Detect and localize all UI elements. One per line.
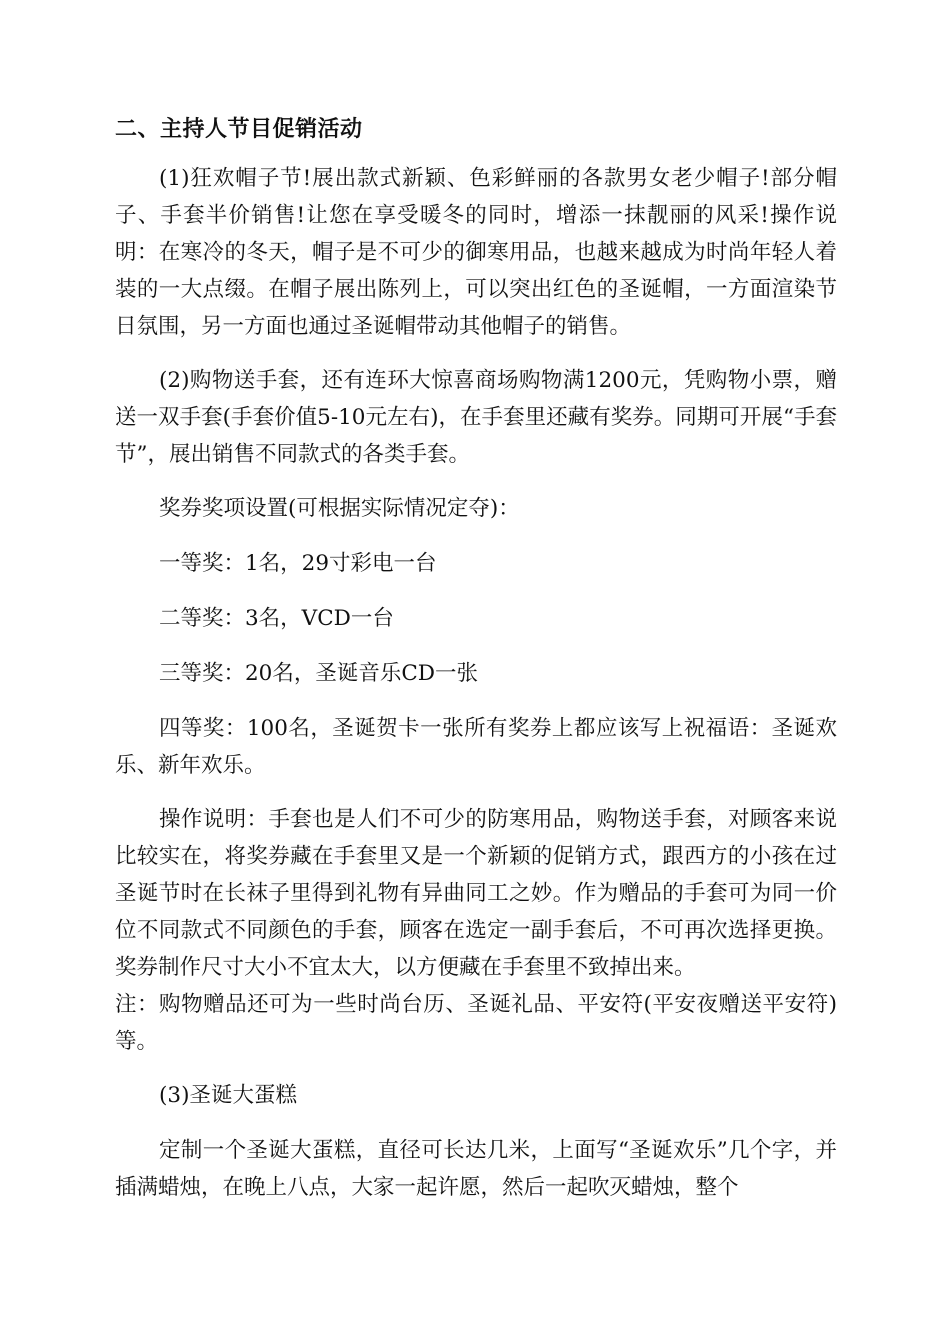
paragraph-first-prize: 一等奖：1名，29寸彩电一台	[159, 551, 437, 576]
paragraph-second-prize: 二等奖：3名，VCD一台	[159, 606, 394, 631]
document-body	[115, 112, 837, 1223]
paragraph-hat-festival: (1)狂欢帽子节!展出款式新颖、色彩鲜丽的各款男女老少帽子!部分帽子、手套半价销售!让您在享受暖冬的同时，增添一抹靓丽的风采!操作说明：在寒冷的冬天，帽子是不可少的御寒用品，也越来越成为时尚年轻人着装的一大点缀。在帽子展出陈列上，可以突出红色的圣诞帽，一方面渲染节日氛围，另一方面也通过圣诞帽带动其他帽子的销售。	[115, 166, 837, 339]
paragraph-cake-title: (3)圣诞大蛋糕	[159, 1083, 297, 1108]
paragraph-glove-operation: 操作说明：手套也是人们不可少的防寒用品，购物送手套，对顾客来说比较实在，将奖券藏在手套里又是一个新颖的促销方式，跟西方的小孩在过圣诞节时在长袜子里得到礼物有异曲同工之妙。作为赠品的手套可为同一价位不同款式不同颜色的手套，顾客在选定一副手套后，不可再次选择更换。奖券制作尺寸大小不宜太大，以方便藏在手套里不致掉出来。	[115, 807, 837, 980]
paragraph-cake-description: 定制一个圣诞大蛋糕，直径可长达几米，上面写“圣诞欢乐”几个字，并插满蜡烛，在晚上八点，大家一起许愿，然后一起吹灭蜡烛，整个	[115, 1138, 837, 1200]
paragraph-prize-settings: 奖券奖项设置(可根据实际情况定夺)：	[159, 496, 520, 521]
section-heading: 二、主持人节目促销活动	[115, 117, 363, 142]
paragraph-fourth-prize: 四等奖：100名，圣诞贺卡一张所有奖券上都应该写上祝福语：圣诞欢乐、新年欢乐。	[115, 716, 837, 778]
paragraph-note: 注：购物赠品还可为一些时尚台历、圣诞礼品、平安符(平安夜赠送平安符)等。	[115, 992, 837, 1054]
paragraph-third-prize: 三等奖：20名，圣诞音乐CD一张	[159, 661, 479, 686]
paragraph-glove-gift: (2)购物送手套，还有连环大惊喜商场购物满1200元，凭购物小票，赠送一双手套(手套价值5-10元左右)，在手套里还藏有奖券。同期可开展“手套节”，展出销售不同款式的各类手套。	[115, 368, 837, 467]
